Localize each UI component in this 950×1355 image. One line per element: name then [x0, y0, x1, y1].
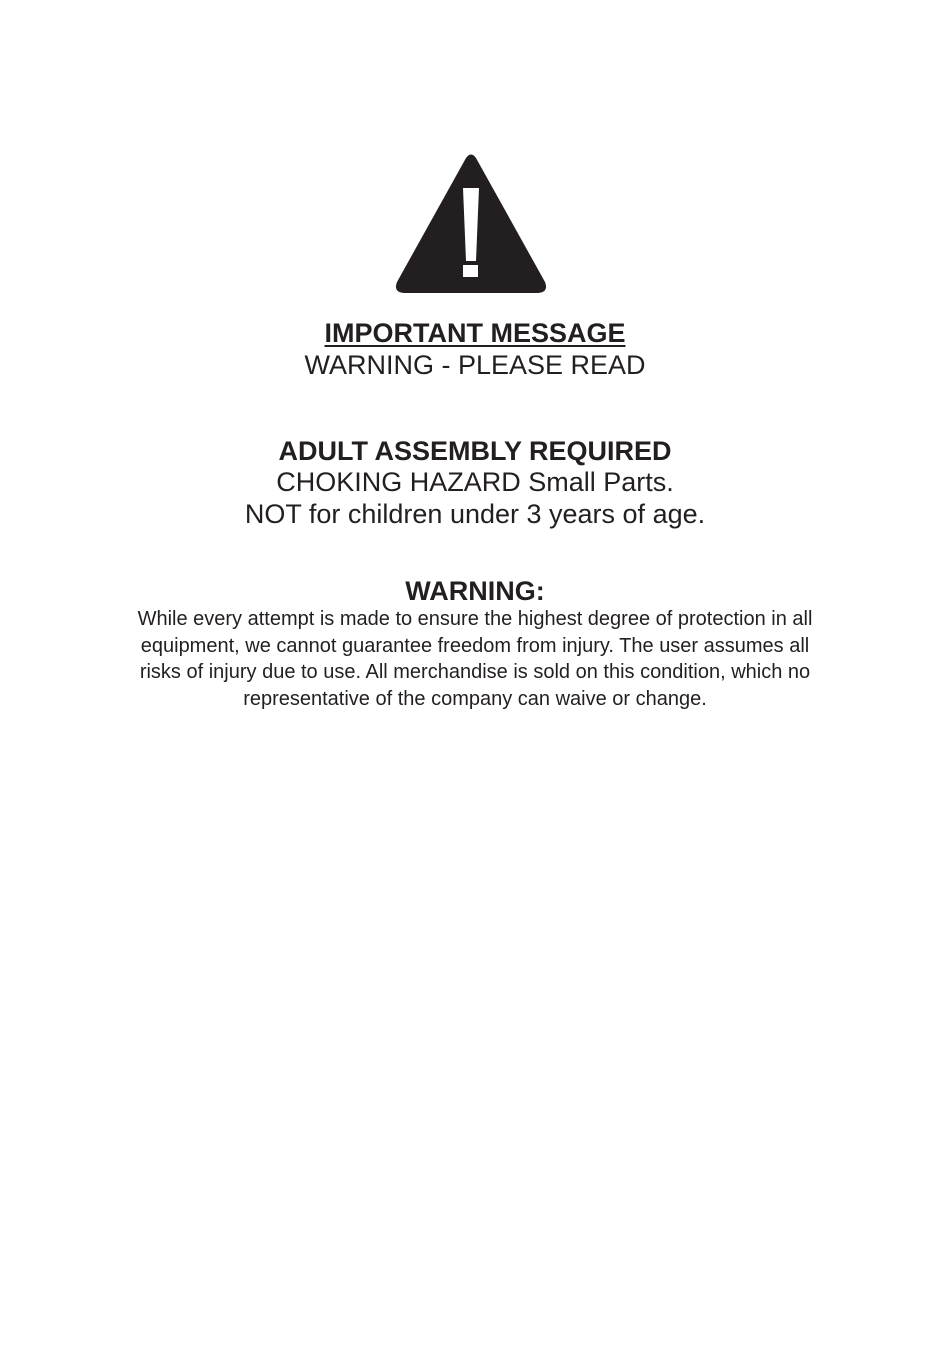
disclaimer-line: risks of injury due to use. All merchandise is sold on this condition, which no [139, 661, 811, 683]
warning-heading: WARNING: [405, 576, 545, 606]
adult-assembly-heading: ADULT ASSEMBLY REQUIRED [278, 436, 672, 466]
important-message-heading: IMPORTANT MESSAGE [324, 318, 626, 348]
disclaimer-line: While every attempt is made to ensure the highest degree of protection in all [137, 608, 813, 630]
please-read-subheading: WARNING - PLEASE READ [304, 350, 646, 380]
disclaimer-line: representative of the company can waive or change. [243, 687, 707, 710]
choking-hazard-text: CHOKING HAZARD Small Parts. [276, 467, 674, 497]
disclaimer-line: equipment, we cannot guarantee freedom from injury. The user assumes all [140, 634, 810, 657]
disclaimer-paragraph [75, 606, 875, 712]
age-restriction-text: NOT for children under 3 years of age. [244, 499, 706, 529]
warning-triangle-icon [394, 152, 548, 295]
